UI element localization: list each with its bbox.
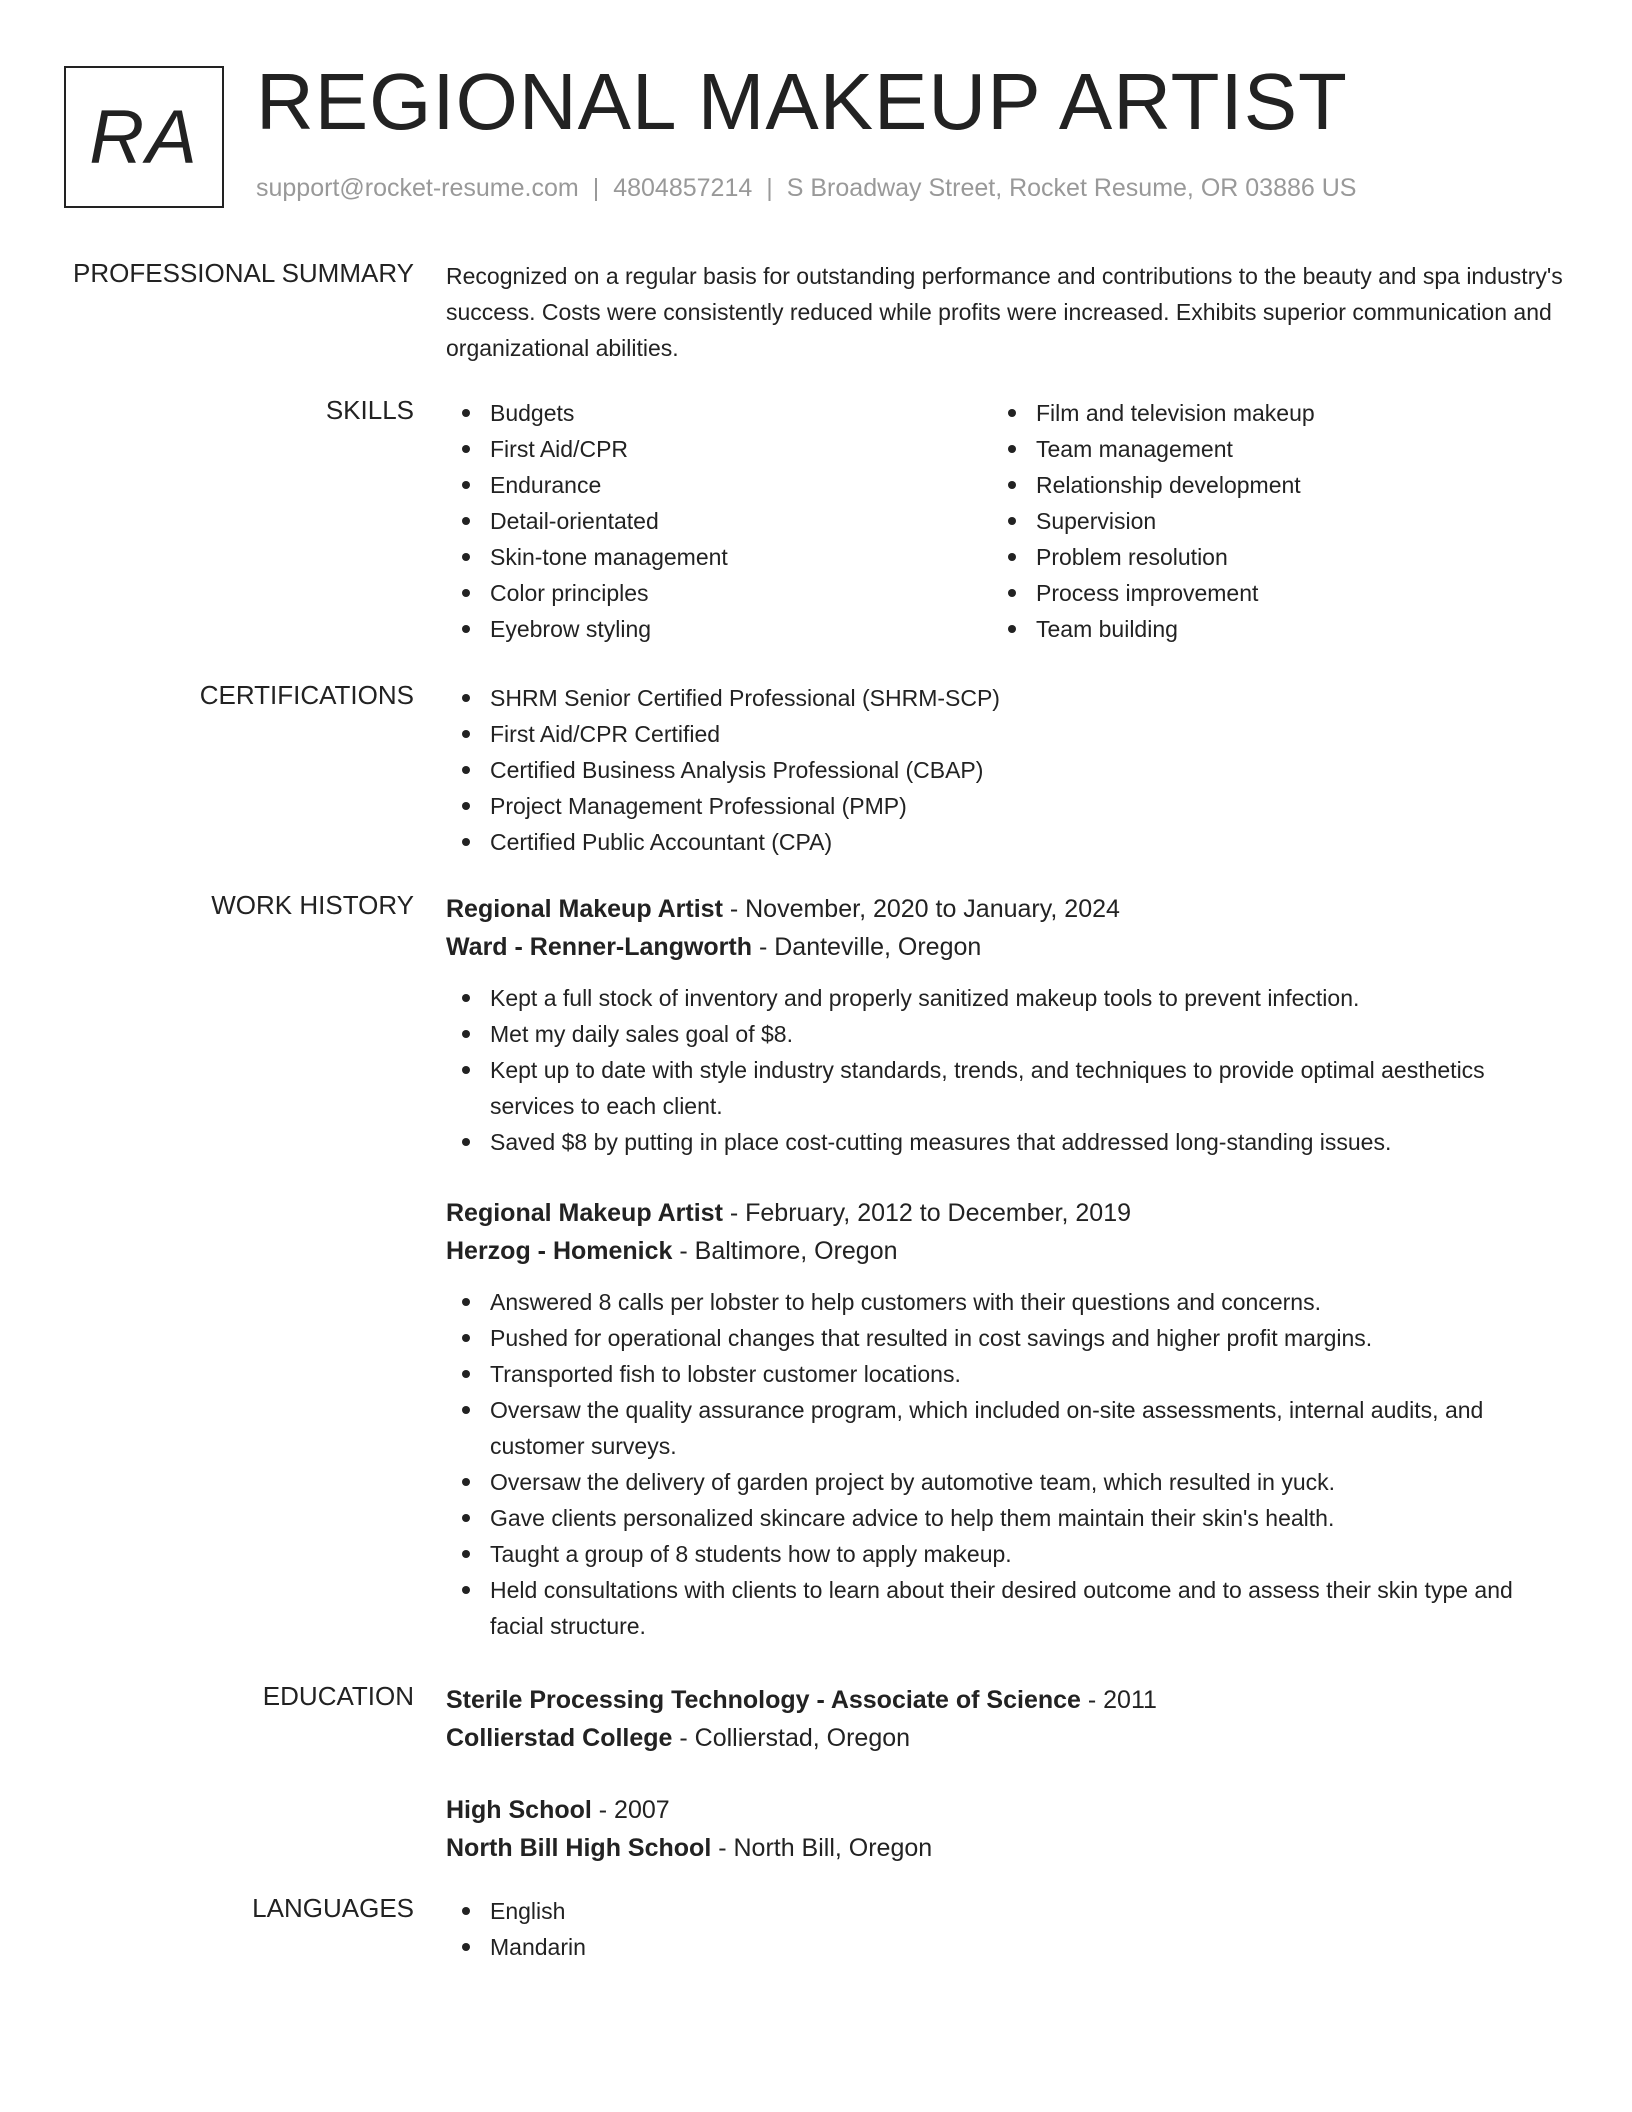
section-label-skills: SKILLS [325, 395, 414, 425]
contact-phone[interactable]: 4804857214 [613, 174, 753, 202]
skill-item: Problem resolution [992, 539, 1538, 575]
education-year: - 2007 [591, 1796, 670, 1824]
section-label-languages: LANGUAGES [252, 1893, 414, 1923]
skill-item: Detail-orientated [446, 503, 992, 539]
education-body [446, 1681, 1566, 1867]
section-label-certifications: CERTIFICATIONS [199, 680, 414, 710]
certification-item: SHRM Senior Certified Professional (SHRM-SCP) [446, 680, 1566, 716]
monogram-initials: RA [89, 94, 199, 180]
job-company-line [446, 928, 1566, 966]
education-degree: Sterile Processing Technology - Associate of Science [446, 1686, 1081, 1714]
job-bullet: Saved $8 by putting in place cost-cutting measures that addressed long-standing issues. [446, 1124, 1566, 1160]
contact-separator: | [592, 174, 600, 202]
job-bullets [446, 1284, 1566, 1644]
skill-item: Supervision [992, 503, 1538, 539]
summary-text: Recognized on a regular basis for outstanding performance and contributions to the beauty and spa industry's success. Costs were consistently reduced while profits were increased. Exhibits superior communication and organizational abilities. [446, 263, 1563, 361]
skills-list-left [446, 395, 992, 647]
education-entry [446, 1681, 1566, 1757]
certifications-list [446, 680, 1566, 860]
education-school: Collierstad College [446, 1724, 673, 1752]
education-year: - 2011 [1080, 1686, 1157, 1714]
languages-list [446, 1893, 1566, 1965]
job-bullet: Pushed for operational changes that resulted in cost savings and higher profit margins. [446, 1320, 1566, 1356]
education-degree-line [446, 1681, 1566, 1719]
job-bullet: Kept a full stock of inventory and properly sanitized makeup tools to prevent infection. [446, 980, 1566, 1016]
certification-item: Project Management Professional (PMP) [446, 788, 1566, 824]
job-bullet: Met my daily sales goal of $8. [446, 1016, 1566, 1052]
job-bullet: Kept up to date with style industry standards, trends, and techniques to provide optimal aesthetics services to each client. [446, 1052, 1566, 1124]
job-dates: - November, 2020 to January, 2024 [722, 895, 1120, 923]
job-bullet: Gave clients personalized skincare advice to help them maintain their skin's health. [446, 1500, 1566, 1536]
education-degree-line [446, 1791, 1566, 1829]
job-title: Regional Makeup Artist [446, 895, 723, 923]
job-company: Herzog - Homenick [446, 1237, 673, 1265]
job-company-line [446, 1232, 1566, 1270]
job-dates: - February, 2012 to December, 2019 [722, 1199, 1131, 1227]
contact-address: S Broadway Street, Rocket Resume, OR 03886 US [786, 174, 1357, 202]
job-title-line [446, 890, 1566, 928]
language-item: Mandarin [446, 1929, 1566, 1965]
education-school-line [446, 1719, 1566, 1757]
skill-item: Process improvement [992, 575, 1538, 611]
job-bullet: Oversaw the delivery of garden project by automotive team, which resulted in yuck. [446, 1464, 1566, 1500]
skill-item: Film and television makeup [992, 395, 1538, 431]
education-location: - North Bill, Oregon [711, 1834, 933, 1862]
certification-item: Certified Public Accountant (CPA) [446, 824, 1566, 860]
language-item: English [446, 1893, 1566, 1929]
section-label-education: EDUCATION [262, 1681, 414, 1711]
skill-item: Team building [992, 611, 1538, 647]
skill-item: Team management [992, 431, 1538, 467]
certification-item: First Aid/CPR Certified [446, 716, 1566, 752]
skill-item: First Aid/CPR [446, 431, 992, 467]
skill-item: Relationship development [992, 467, 1538, 503]
section-label-work-history: WORK HISTORY [211, 890, 414, 920]
job-bullet: Taught a group of 8 students how to apply makeup. [446, 1536, 1566, 1572]
job-entry [446, 890, 1566, 1160]
job-bullet: Answered 8 calls per lobster to help customers with their questions and concerns. [446, 1284, 1566, 1320]
job-title: Regional Makeup Artist [446, 1199, 723, 1227]
job-bullet: Transported fish to lobster customer locations. [446, 1356, 1566, 1392]
education-school-line [446, 1829, 1566, 1867]
job-location: - Baltimore, Oregon [672, 1237, 898, 1265]
skill-item: Skin-tone management [446, 539, 992, 575]
section-label-summary: PROFESSIONAL SUMMARY [73, 258, 414, 288]
contact-separator: | [766, 174, 773, 202]
job-company: Ward - Renner-Langworth [446, 933, 753, 961]
contact-line [256, 174, 1356, 203]
job-bullet: Oversaw the quality assurance program, which included on-site assessments, internal audits, and customer surveys. [446, 1392, 1566, 1464]
skills-list-right [992, 395, 1538, 647]
job-bullets [446, 980, 1566, 1160]
skills-grid [446, 395, 1566, 647]
skill-item: Color principles [446, 575, 992, 611]
job-location: - Danteville, Oregon [752, 933, 982, 961]
job-entry [446, 1194, 1566, 1644]
skill-item: Budgets [446, 395, 992, 431]
resume-title: REGIONAL MAKEUP ARTIST [256, 57, 1348, 146]
education-school: North Bill High School [446, 1834, 712, 1862]
skill-item: Endurance [446, 467, 992, 503]
education-location: - Collierstad, Oregon [672, 1724, 911, 1752]
skill-item: Eyebrow styling [446, 611, 992, 647]
education-entry [446, 1791, 1566, 1867]
job-title-line [446, 1194, 1566, 1232]
contact-email[interactable]: support@rocket-resume.com [256, 174, 579, 202]
job-bullet: Held consultations with clients to learn about their desired outcome and to assess their skin type and facial structure. [446, 1572, 1566, 1644]
monogram-box [64, 66, 224, 208]
education-degree: High School [446, 1796, 592, 1824]
work-history-body [446, 890, 1566, 1644]
certification-item: Certified Business Analysis Professional (CBAP) [446, 752, 1566, 788]
